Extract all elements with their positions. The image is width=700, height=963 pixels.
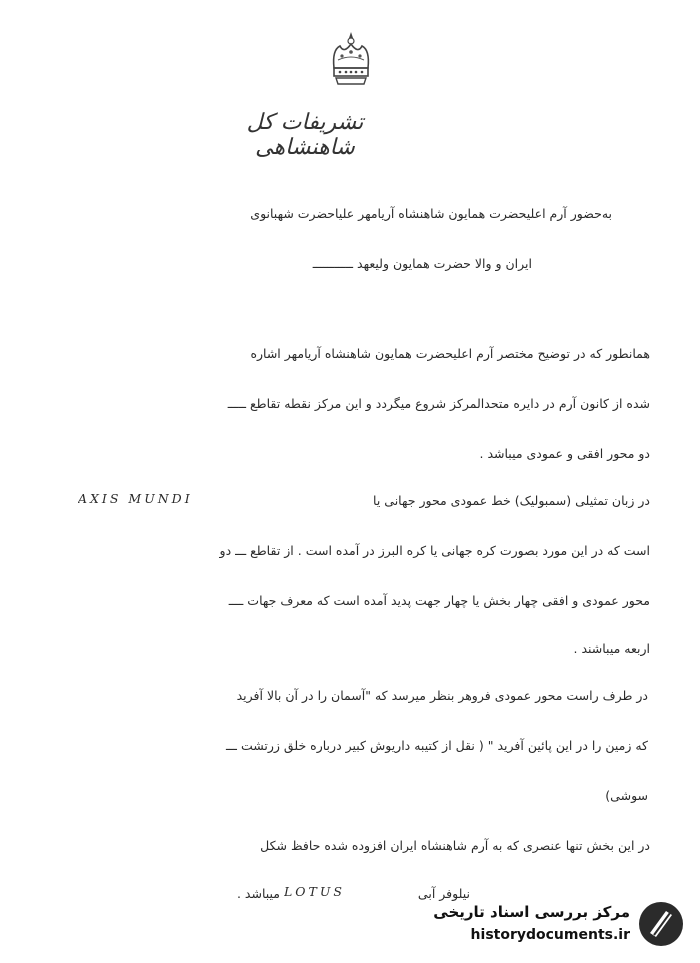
axis-mundi-term: AXIS MUNDI [78,491,193,506]
paragraph-3-line-1: در طرف راست محور عمودی فروهر بنظر میرسد که "آسمان را در آن بالا آفرید [236,688,648,703]
watermark-url: historydocuments.ir [470,927,630,943]
paragraph-3-line-3: سوشی) [605,788,648,803]
paragraph-2-line-2: است که در این مورد بصورت کره جهانی یا کره البرز در آمده است . از تقاطع ـــ دو [219,543,650,558]
crown-emblem-icon [326,30,376,90]
paragraph-2-line-4: اربعه میباشند . [573,641,650,656]
archive-logo-icon [636,899,686,949]
lotus-term: LOTUS [284,884,345,899]
paragraph-3-line-2: که زمین را در این پائین آفرید " ( نقل از کتیبه داریوش کبیر درباره خلق زرتشت ـــ [225,738,648,753]
salutation-line-1: به‌حضور آرم اعلیحضرت همایون شاهنشاه آریامهر علیاحضرت شهبانوی [250,206,612,221]
archive-watermark [420,895,690,955]
paragraph-4-line-1: در این بخش تنها عنصری که به آرم شاهنشاه ایران افزوده شده حافظ شکل [260,838,650,853]
watermark-name: مرکز بررسی اسناد تاریخی [433,903,630,921]
paragraph-1-line-2: شده از کانون آرم در دایره متحدالمرکز شروع میگردد و این مرکز نقطه تقاطع ـــــ [227,396,650,411]
letterhead-title: تشریفات کل شاهنشاهی [246,110,364,160]
paragraph-2-line-1: در زبان تمثیلی (سمبولیک) خط عمودی محور جهانی یا [373,493,650,508]
paragraph-2-line-3: محور عمودی و افقی چهار بخش یا چهار جهت پدید آمده است که معرف جهات ــــ [228,593,650,608]
paragraph-1-line-1: همانطور که در توضیح مختصر آرم اعلیحضرت همایون شاهنشاه آریامهر اشاره [250,346,650,361]
paragraph-4-nilufar: نیلوفر آبی [417,886,470,901]
paragraph-4-line-2-end: میباشد . [236,886,280,901]
salutation-line-2: ایران و والا حضرت همایون ولیعهد ـــــــــــ [312,256,532,271]
paragraph-1-line-3: دو محور افقی و عمودی میباشد . [479,446,650,461]
